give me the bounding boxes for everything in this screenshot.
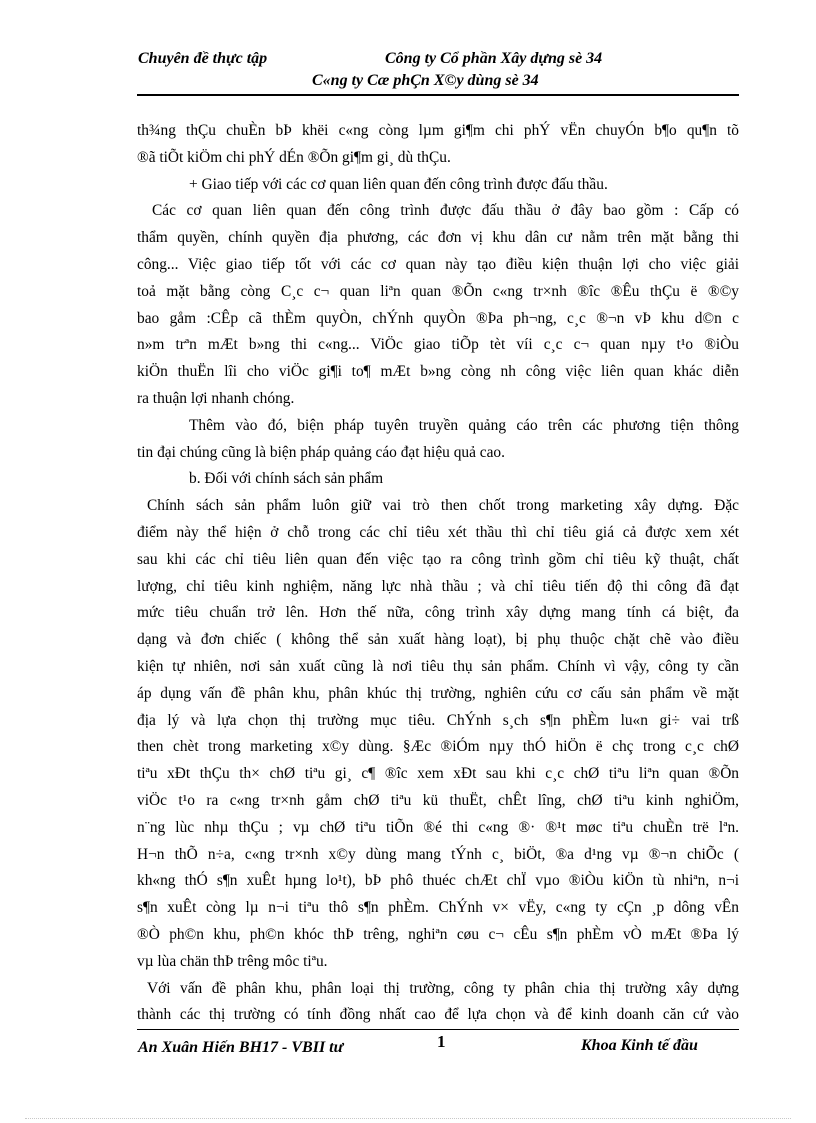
body-line: tiªu xÐt thÇu th× chØ tiªu gi¸ c¶ ®îc xem xÐt sau khi c¸c chØ tiªu liªn quan ®Õn bbox=[137, 765, 739, 783]
body-line: mức tiêu chuẩn trở lên. Hơn thế nữa, công trình xây dựng mang tính cá biệt, đa bbox=[137, 604, 739, 622]
body-line: s¶n xuÊt còng lµ n¬i tiªu thô s¶n phÈm. ChÝnh v× vËy, c«ng ty cÇn ¸p dông vÊn bbox=[137, 899, 739, 917]
body-line: Các cơ quan liên quan đến công trình được đấu thầu ở đây bao gồm : Cấp có bbox=[152, 202, 739, 220]
body-line: công... Việc giao tiếp tốt với các cơ quan này tạo điều kiện thuận lợi cho việc giải bbox=[137, 255, 739, 273]
body-line: điểm này thể hiện ở chỗ trong các chỉ tiêu xét thầu thì chỉ tiêu giá cả được xem xét bbox=[137, 523, 739, 541]
body-text bbox=[137, 118, 739, 1029]
body-line: địa lý và lựa chọn thị trường mục tiêu. ChÝnh s¸ch s¶n phÈm lu«n gi÷ vai trß bbox=[137, 711, 739, 729]
body-line: viÖc t¹o ra c«ng tr×nh gåm chØ tiªu kü thuËt, chÊt lîng, chØ tiªu kinh nghiÖm, bbox=[137, 791, 739, 809]
body-line: kiÖn thuËn lîi cho viÖc gi¶i to¶ mÆt b»ng còng nh công việc liên quan khác diễn bbox=[137, 363, 739, 381]
header-rule bbox=[137, 94, 739, 96]
header-title-right: Công ty Cổ phần Xây dựng sè 34 bbox=[385, 50, 603, 67]
body-line: H¬n thÕ n÷a, c«ng tr×nh x©y dùng mang tÝnh c¸ biÖt, ®a d¹ng vµ ®¬n chiÕc ( bbox=[137, 845, 739, 863]
body-line: then chèt trong marketing x©y dùng. §Æc ®iÓm nµy thÓ hiÖn ë chç trong c¸c chØ bbox=[137, 738, 739, 756]
body-line: áp dụng vấn đề phân khu, phân khúc thị trường, nghiên cứu cơ cấu sản phẩm về mặt bbox=[137, 684, 739, 702]
body-line: Thêm vào đó, biện pháp tuyên truyền quảng cáo trên các phương tiện thông bbox=[189, 416, 739, 434]
body-line: kiện tự nhiên, nơi sản xuất cũng là nơi tiêu thụ sản phẩm. Chính vì vậy, công ty cần bbox=[137, 657, 739, 675]
body-line: vµ lùa chän thÞ trêng môc tiªu. bbox=[137, 952, 328, 970]
body-line: kh«ng thÓ s¶n xuÊt hµng lo¹t), bÞ phô thuéc chÆt chÏ vµo ®iÒu kiÖn tù nhiªn, n¬i bbox=[137, 872, 739, 890]
body-line: bao gåm :CÊp cã thÈm quyÒn, chÝnh quyÒn ®Þa ph¬ng, c¸c ®¬n vÞ khu d©n c bbox=[137, 309, 739, 327]
footer-author: An Xuân Hiến BH17 - VBII tư bbox=[138, 1039, 344, 1056]
footer-rule bbox=[137, 1029, 739, 1030]
body-line: ®ã tiÕt kiÖm chi phÝ dÉn ®Õn gi¶m gi¸ dù thÇu. bbox=[137, 148, 451, 166]
section-heading: b. Đối với chính sách sản phẩm bbox=[189, 470, 384, 488]
body-line: Với vấn đề phân khu, phân loại thị trường, công ty phân chia thị trường xây dựng bbox=[147, 979, 739, 997]
body-line: n»m trªn mÆt b»ng thi c«ng... ViÖc giao tiÕp tèt víi c¸c c¬ quan nµy t¹o ®iÒu bbox=[137, 336, 739, 354]
page-bottom-edge bbox=[25, 1118, 791, 1119]
body-line: tin đại chúng cũng là biện pháp quảng cáo đạt hiệu quả cao. bbox=[137, 443, 505, 461]
page-number: 1 bbox=[437, 1032, 446, 1051]
footer-department: Khoa Kinh tế đầu bbox=[581, 1037, 698, 1054]
body-line: Chính sách sản phẩm luôn giữ vai trò then chốt trong marketing xây dựng. Đặc bbox=[147, 497, 739, 515]
body-line: + Giao tiếp với các cơ quan liên quan đến công trình được đấu thầu. bbox=[189, 175, 608, 193]
body-line: thành các thị trường có tính đồng nhất cao để lựa chọn và để kinh doanh căn cứ vào bbox=[137, 1006, 739, 1024]
body-line: lượng, chỉ tiêu kinh nghiệm, năng lực nhà thầu ; và chỉ tiêu tiến độ thi công đã đạt bbox=[137, 577, 739, 595]
body-line: toả mặt bằng còng C¸c c¬ quan liªn quan ®Õn c«ng tr×nh ®îc ®Êu thÇu ë ®©y bbox=[137, 282, 739, 300]
body-line: n¨ng lùc nhµ thÇu ; vµ chØ tiªu tiÕn ®é thi c«ng ®· ®¹t møc tiªu chuÈn trë lªn. bbox=[137, 818, 739, 836]
body-line: thẩm quyền, chính quyền địa phương, các đơn vị khu dân cư nằm trên mặt bằng thi bbox=[137, 229, 739, 247]
body-line: sau khi các chỉ tiêu liên quan đến việc tạo ra công trình gồm chỉ tiêu kỹ thuật, chất bbox=[137, 550, 739, 568]
body-line: ra thuận lợi nhanh chóng. bbox=[137, 389, 295, 407]
body-line: ®Ò ph©n khu, ph©n khóc thÞ trêng, nghiªn cøu c¬ cÊu s¶n phÈm vÒ mÆt ®Þa lý bbox=[137, 925, 739, 943]
header-title-left: Chuyên đề thực tập bbox=[138, 50, 268, 67]
body-line: dạng và đơn chiếc ( không thể sản xuất hàng loạt), bị phụ thuộc chặt chẽ vào điều bbox=[137, 631, 739, 649]
header-subtitle: C«ng ty Cæ phÇn X©y dùng sè 34 bbox=[312, 72, 539, 89]
body-line: th¾ng thÇu chuÈn bÞ khëi c«ng còng lµm gi¶m chi phÝ vËn chuyÓn b¶o qu¶n tõ bbox=[137, 122, 739, 139]
